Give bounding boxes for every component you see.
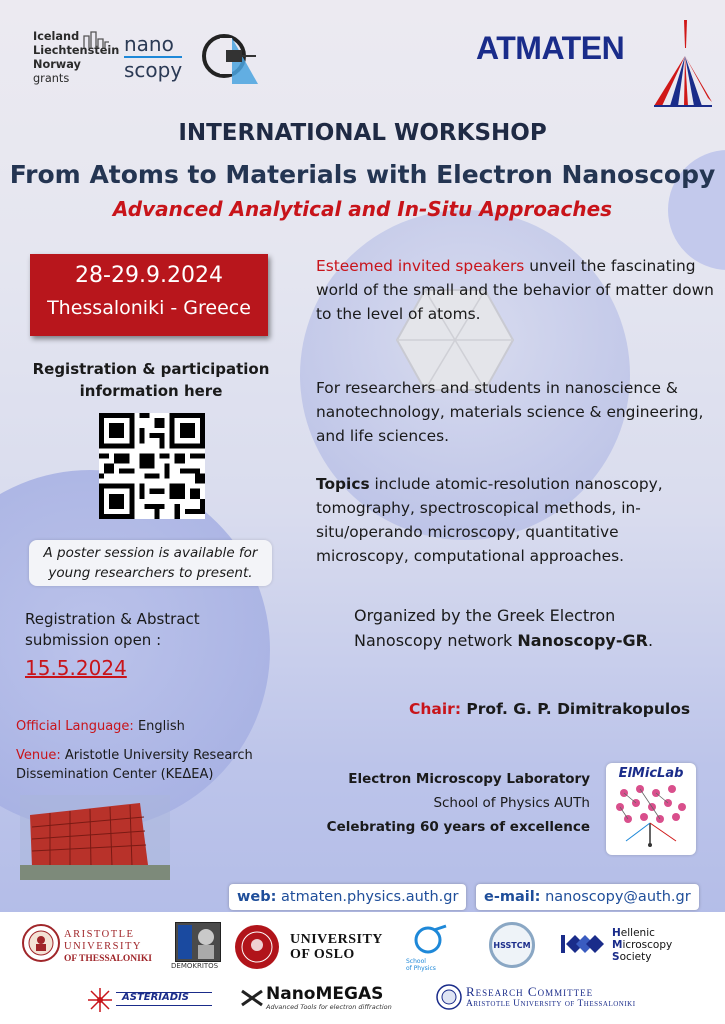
language-value: English [137,719,185,734]
language-label: Official Language: [16,719,134,734]
hms-logo-text [612,927,672,963]
school-physics-label [406,958,436,972]
grant-line-3 [33,58,113,86]
organized-by [354,603,684,653]
email-label: e-mail: [484,889,541,905]
demokritos-logo [175,922,221,962]
subtitle: From Atoms to Materials with Electron Nanoscopy [9,160,716,189]
elmiclab-lattice-icon [606,781,696,849]
venue-label: Venue: [16,748,61,763]
atmaten-beam-icon [648,18,712,110]
topics-paragraph [316,472,716,568]
hms-line-3 [612,951,672,963]
eea-grants-icon [82,30,110,50]
oslo-seal-icon [234,924,280,970]
organized-c: Nanoscopy-GR [517,631,648,650]
hsstcm-text: HSSTCM [493,940,531,950]
nanomegas-logo [266,985,392,1011]
grant-line-3b: grants [33,72,70,85]
venue [16,746,278,784]
chair-label: Chair: [409,700,462,718]
auth-l3: OF THESSALONIKI [64,954,152,964]
hms-m: M [612,939,623,951]
grant-line-3a: Norway [33,58,81,71]
venue-value: Aristotle University Research Dissemination Center (ΚΕΔΕΑ) [16,748,253,782]
speakers-paragraph [316,254,716,326]
poster-note-text: A poster session is available for young researchers to present. [43,545,258,581]
organized-b: Greek Electron Nanoscopy network [354,606,616,650]
event-date-box [30,254,268,336]
hms-diamonds-icon [561,933,605,955]
auth-l1: ARISTOTLE [64,929,135,940]
topics-label: Topics [316,475,370,493]
nanoscopy-logo-text [124,34,182,80]
nanoscopy-emblem-icon [200,28,260,86]
email-value: nanoscopy@auth.gr [545,889,691,905]
venue-building-image [20,795,170,880]
event-place: Thessaloniki - Greece [47,297,251,319]
lab-name: Electron Microscopy Laboratory [348,771,590,787]
demokritos-label: DEMOKRITOS [171,962,219,970]
event-dates: 28-29.9.2024 [75,263,223,288]
asteriadis-star-icon [86,986,114,1014]
hms-h-rest: ellenic [620,927,655,939]
nanomegas-name: NanoMEGAS [266,984,384,1004]
demokritos-bust-icon [176,923,220,961]
web-link[interactable] [229,884,466,910]
nanomegas-sub: Advanced Tools for electron diffraction [266,1003,392,1011]
oslo-l2: OF OSLO [290,947,355,962]
hms-m-rest: icroscopy [622,939,673,951]
abstract-date: 15.5.2024 [25,656,127,680]
asteriadis-label: ASTERIADIS [122,992,189,1003]
auth-logo-text [64,929,152,965]
school-physics-icon [412,924,448,956]
oslo-l1: UNIVERSITY [290,932,383,947]
grant-line-1: Iceland [33,30,80,43]
lab-celebrating: Celebrating 60 years of excellence [326,819,590,835]
tagline: Advanced Analytical and In-Situ Approaches [112,197,613,221]
hms-s: S [612,951,620,963]
research-committee-seal-icon [436,984,462,1010]
nano-bottom: scopy [124,58,183,82]
poster-session-note [29,540,272,586]
hsstcm-logo [489,922,535,968]
nanomegas-icon [240,987,264,1009]
lab-school: School of Physics AUTh [433,795,590,811]
rc-l2: Aristotle University of Thessaloniki [466,999,636,1009]
school-l1: School [406,958,426,965]
abstract-label: Registration & Abstract submission open : [25,610,200,649]
hms-line-1 [612,927,672,939]
elmiclab-title: ElMicLab [618,766,684,781]
research-committee-text [466,985,636,1009]
email-link[interactable] [476,884,699,910]
lab-info [316,767,590,839]
auth-seal-icon [22,924,60,962]
grant-line-2: Liechtenstein [33,44,120,57]
official-language [16,719,185,734]
registration-qr-code[interactable] [99,413,205,519]
main-title: INTERNATIONAL WORKSHOP [178,120,547,146]
organized-a: Organized by the [354,606,497,625]
chair-name: Prof. G. P. Dimitrakopulos [461,700,691,718]
hms-s-rest: ociety [619,951,652,963]
speakers-highlight: Esteemed invited speakers [316,257,525,275]
atmaten-logo: ATMATEN [476,30,625,66]
hms-line-2 [612,939,672,951]
registration-info[interactable]: Registration & participation information here [32,360,270,400]
chair [409,700,690,718]
audience-paragraph: For researchers and students in nanoscience & nanotechnology, materials science & engineering, and life sciences. [316,379,704,445]
school-l2: of Physics [406,965,436,972]
topics-rest: include atomic-resolution nanoscopy, tomography, spectroscopical methods, in-situ/operando microscopy, quantitative microscopy, computational approaches. [316,475,663,565]
oslo-logo-text [290,932,383,962]
web-value: atmaten.physics.auth.gr [281,889,459,905]
elmiclab-logo [606,763,696,855]
auth-l2: UNIVERSITY [64,941,142,952]
speakers-rest: unveil the fascinating world of the small and the behavior of matter down to the level of atoms. [316,257,714,323]
web-label: web: [237,889,277,905]
hms-h: H [612,927,621,939]
rc-l1: Research Committee [466,984,594,999]
nano-top: nano [124,32,174,56]
organized-d: . [647,631,654,650]
